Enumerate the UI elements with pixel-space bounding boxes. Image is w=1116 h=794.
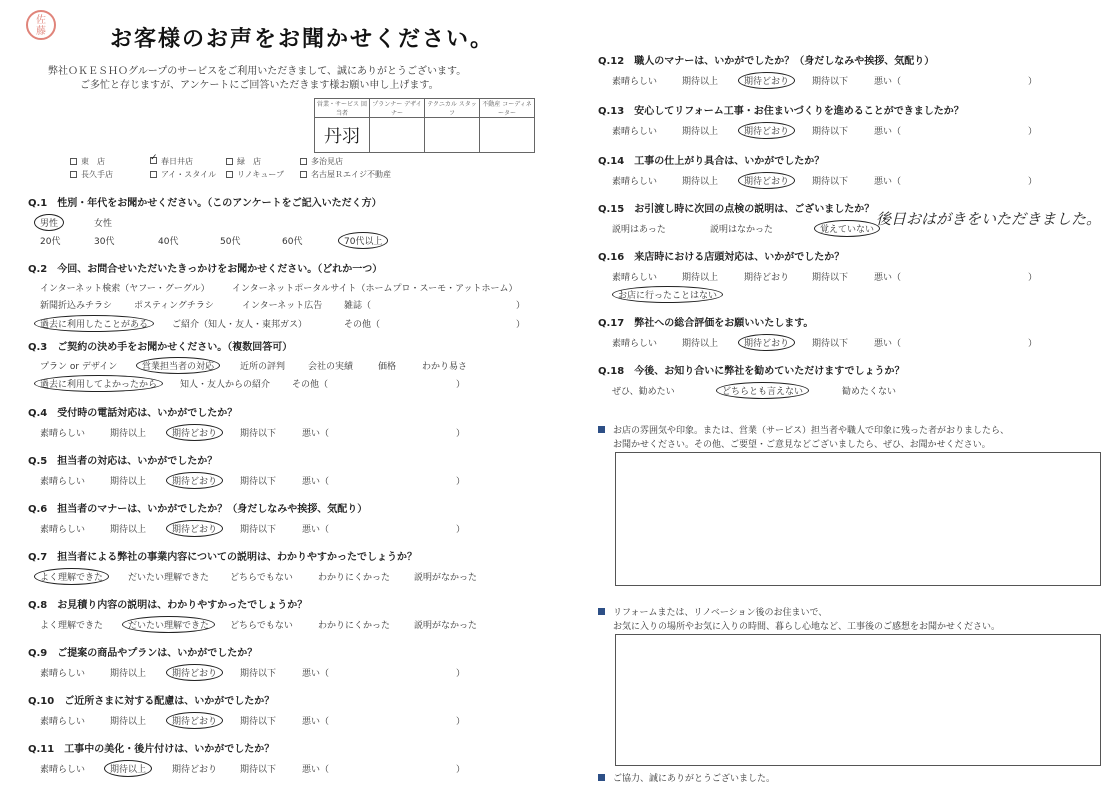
question-18 — [598, 362, 958, 398]
question-2 — [28, 260, 548, 331]
staff-header-technical: テクニカル スタッフ — [425, 99, 480, 118]
free-comment-2-box[interactable] — [615, 634, 1101, 766]
option-below-expectation[interactable]: 期待以下 — [240, 477, 277, 487]
question-title: Q.3 ご契約の決め手をお聞かせください。（複数回答可） — [28, 342, 293, 353]
paren-close: ） — [1028, 273, 1038, 283]
option-do-not-recommend[interactable]: 勧めたくない — [842, 387, 897, 397]
staff-table — [314, 98, 535, 153]
option-above-expectation[interactable]: 期待以上 — [104, 760, 152, 777]
option-other[interactable]: その他（ — [344, 320, 381, 330]
option-as-expected[interactable]: 期待どおり — [738, 122, 795, 139]
question-title: Q.14 工事の仕上がり具合は、いかがでしたか？ — [598, 156, 825, 167]
intro-line-2: ご多忙と存じますが、アンケートにご回答いただきます様お願い申し上げます。 — [80, 80, 439, 91]
checkbox-icon — [226, 158, 233, 165]
paren-close: ） — [456, 765, 466, 775]
question-15 — [598, 200, 878, 236]
question-title: Q.13 安心してリフォーム工事・お住まいづくりを進めることができましたか？ — [598, 106, 964, 117]
store-checkbox[interactable]: 長久手店 — [70, 169, 150, 180]
option-understood-well[interactable]: よく理解できた — [40, 621, 104, 631]
paren-close: ） — [456, 717, 466, 727]
checkbox-icon — [70, 171, 77, 178]
option-explained[interactable]: 説明はあった — [612, 225, 666, 235]
option-above-expectation[interactable]: 期待以上 — [682, 77, 719, 87]
square-bullet-icon — [598, 608, 605, 615]
question-title: Q.1 性別・年代をお聞かせください。（このアンケートをご記入いただく方） — [28, 198, 382, 209]
checkbox-checked-icon — [150, 157, 157, 164]
option-understood-well[interactable]: よく理解できた — [34, 568, 109, 585]
free-comment-1-box[interactable] — [615, 452, 1101, 586]
option-portal-site[interactable]: インターネットポータルサイト（ホームプロ・スーモ・アットホーム） — [232, 284, 518, 294]
question-7 — [28, 548, 508, 584]
option-bad[interactable]: 悪い（ — [302, 717, 330, 727]
square-bullet-icon — [598, 426, 605, 433]
option-above-expectation[interactable]: 期待以上 — [682, 177, 719, 187]
paren-close: ） — [456, 477, 466, 487]
checkbox-icon — [300, 158, 307, 165]
question-title: Q.16 来店時における店頭対応は、いかがでしたか？ — [598, 252, 845, 263]
question-title: Q.18 今後、お知り合いに弊社を勧めていただけますでしょうか？ — [598, 366, 905, 377]
question-9 — [28, 644, 468, 680]
store-checkbox[interactable]: 多治見店 — [300, 156, 410, 167]
staff-value-planner[interactable] — [370, 118, 425, 153]
option-below-expectation[interactable]: 期待以下 — [812, 77, 849, 87]
question-16 — [598, 248, 1038, 302]
option-above-expectation[interactable]: 期待以上 — [110, 477, 147, 487]
question-17 — [598, 314, 1038, 350]
paren-close: ） — [1028, 339, 1038, 349]
staff-value-realestate[interactable] — [480, 118, 535, 153]
option-as-expected[interactable]: 期待どおり — [166, 712, 223, 729]
option-below-expectation[interactable]: 期待以下 — [812, 127, 849, 137]
question-6 — [28, 500, 468, 536]
option-bad[interactable]: 悪い（ — [302, 477, 330, 487]
option-used-before[interactable]: 過去に利用したことがある — [34, 315, 154, 332]
option-bad[interactable]: 悪い（ — [302, 669, 330, 679]
option-excellent[interactable]: 素晴らしい — [612, 339, 658, 349]
store-checklist — [70, 156, 410, 180]
option-as-expected[interactable]: 期待どおり — [166, 472, 223, 489]
question-title: Q.9 ご提案の商品やプランは、いかがでしたか？ — [28, 648, 258, 659]
option-below-expectation[interactable]: 期待以下 — [240, 765, 277, 775]
option-hard-to-understand[interactable]: わかりにくかった — [318, 573, 391, 583]
option-bad[interactable]: 悪い（ — [874, 127, 902, 137]
staff-header-realestate: 不動産 コーディネーター — [480, 99, 535, 118]
option-bad[interactable]: 悪い（ — [874, 273, 902, 283]
question-5 — [28, 452, 468, 488]
question-8 — [28, 596, 508, 632]
checkbox-icon — [226, 171, 233, 178]
option-magazine[interactable]: 雑誌（ — [344, 301, 372, 311]
option-no-explanation[interactable]: 説明がなかった — [414, 621, 478, 631]
question-title: Q.7 担当者による弊社の事業内容についての説明は、わかりやすかったでしょうか？ — [28, 552, 418, 563]
option-as-expected[interactable]: 期待どおり — [166, 424, 223, 441]
option-not-explained[interactable]: 説明はなかった — [710, 225, 774, 235]
option-excellent[interactable]: 素晴らしい — [612, 177, 658, 187]
option-30s[interactable]: 30代 — [94, 237, 115, 247]
option-as-expected[interactable]: 期待どおり — [166, 520, 223, 537]
checkbox-icon — [70, 158, 77, 165]
option-definitely-recommend[interactable]: ぜひ、勧めたい — [612, 387, 675, 397]
option-reputation[interactable]: 近所の評判 — [240, 362, 286, 372]
question-title: Q.17 弊社への総合評価をお願いいたします。 — [598, 318, 814, 329]
option-as-expected[interactable]: 期待どおり — [738, 72, 795, 89]
option-as-expected[interactable]: 期待どおり — [738, 334, 795, 351]
option-internet-search[interactable]: インターネット検索（ヤフー・グーグル） — [40, 284, 210, 294]
option-60s[interactable]: 60代 — [282, 237, 303, 247]
option-below-expectation[interactable]: 期待以下 — [240, 669, 277, 679]
question-title: Q.11 工事中の美化・後片付けは、いかがでしたか？ — [28, 744, 275, 755]
option-above-expectation[interactable]: 期待以上 — [682, 339, 719, 349]
paren-close: ） — [1028, 127, 1038, 137]
question-12 — [598, 52, 1038, 88]
option-excellent[interactable]: 素晴らしい — [40, 477, 86, 487]
option-below-expectation[interactable]: 期待以下 — [812, 273, 849, 283]
option-bad[interactable]: 悪い（ — [302, 525, 330, 535]
question-10 — [28, 692, 468, 728]
staff-header-sales: 営業・サービス 回当者 — [315, 99, 370, 118]
option-70s[interactable]: 70代以上 — [338, 232, 388, 249]
option-internet-ad[interactable]: インターネット広告 — [242, 301, 323, 311]
store-checkbox[interactable]: 名古屋Ｒエイジ不動産 — [300, 169, 410, 180]
option-other[interactable]: その他（ — [292, 380, 329, 390]
option-as-expected[interactable]: 期待どおり — [172, 765, 218, 775]
paren-close: ） — [456, 380, 466, 390]
option-below-expectation[interactable]: 期待以下 — [240, 717, 277, 727]
option-below-expectation[interactable]: 期待以下 — [240, 525, 277, 535]
option-excellent[interactable]: 素晴らしい — [612, 273, 658, 283]
paren-close: ） — [1028, 77, 1038, 87]
question-title: Q.12 職人のマナーは、いかがでしたか？（身だしなみや挨拶、気配り） — [598, 56, 935, 67]
option-neutral[interactable]: どちらでもない — [230, 621, 293, 631]
option-20s[interactable]: 20代 — [40, 237, 61, 247]
seal-stamp: 佐 藤 — [26, 10, 56, 40]
option-as-expected[interactable]: 期待どおり — [744, 273, 790, 283]
option-track-record[interactable]: 会社の実績 — [308, 362, 354, 372]
paren-close: ） — [456, 525, 466, 535]
option-mostly-understood[interactable]: だいたい理解できた — [122, 616, 215, 633]
question-3 — [28, 338, 488, 391]
option-excellent[interactable]: 素晴らしい — [40, 525, 86, 535]
option-excellent[interactable]: 素晴らしい — [40, 717, 86, 727]
staff-header-planner: プランナー デザイナー — [370, 99, 425, 118]
option-clarity[interactable]: わかり易さ — [422, 362, 468, 372]
option-below-expectation[interactable]: 期待以下 — [240, 429, 277, 439]
option-above-expectation[interactable]: 期待以上 — [682, 273, 719, 283]
option-above-expectation[interactable]: 期待以上 — [110, 669, 147, 679]
option-bad[interactable]: 悪い（ — [874, 339, 902, 349]
option-referral[interactable]: ご紹介（知人・友人・東邦ガス） — [172, 320, 308, 330]
option-neutral[interactable]: どちらでもない — [230, 573, 293, 583]
option-hard-to-understand[interactable]: わかりにくかった — [318, 621, 391, 631]
option-excellent[interactable]: 素晴らしい — [612, 127, 658, 137]
question-title: Q.2 今回、お問合せいただいたきっかけをお聞かせください。（どれか一つ） — [28, 264, 383, 275]
option-excellent[interactable]: 素晴らしい — [612, 77, 658, 87]
free-comment-1-prompt: お店の雰囲気や印象。または、営業（サービス）担当者や職人で印象に残った者がおりましたら、 お聞かせください。その他、ご要望・ご意見などございましたら、ぜひ、お聞かせください。 — [598, 424, 1009, 452]
free-comment-2-prompt: リフォームまたは、リノベーション後のお住まいで、 お気に入りの場所やお気に入りの時間、暮らし心地など、工事後のご感想をお聞かせください。 — [598, 606, 1000, 634]
question-4 — [28, 404, 468, 440]
question-11 — [28, 740, 468, 776]
option-mostly-understood[interactable]: だいたい理解できた — [128, 573, 210, 583]
option-bad[interactable]: 悪い（ — [874, 177, 902, 187]
question-13 — [598, 102, 1038, 138]
option-price[interactable]: 価格 — [378, 362, 397, 372]
option-above-expectation[interactable]: 期待以上 — [110, 525, 147, 535]
paren-close: ） — [516, 320, 526, 330]
question-14 — [598, 152, 1038, 188]
option-no-explanation[interactable]: 説明がなかった — [414, 573, 478, 583]
intro-line-1: 弊社ＯＫＥＳＨＯグループのサービスをご利用いただきまして、誠にありがとうございます。 — [48, 66, 467, 77]
question-title: Q.8 お見積り内容の説明は、わかりやすかったでしょうか？ — [28, 600, 308, 611]
question-title: Q.6 担当者のマナーは、いかがでしたか？（身だしなみや挨拶、気配り） — [28, 504, 368, 515]
option-plan-design[interactable]: プラン or デザイン — [40, 362, 118, 372]
option-40s[interactable]: 40代 — [158, 237, 179, 247]
paren-close: ） — [516, 301, 526, 311]
store-checkbox[interactable]: 東 店 — [70, 156, 150, 167]
paren-close: ） — [456, 429, 466, 439]
checkbox-icon — [150, 171, 157, 178]
option-bad[interactable]: 悪い（ — [874, 77, 902, 87]
closing-message: ご協力、誠にありがとうございました。 — [598, 772, 775, 786]
staff-value-technical[interactable] — [425, 118, 480, 153]
option-as-expected[interactable]: 期待どおり — [738, 172, 795, 189]
option-friend-referral[interactable]: 知人・友人からの紹介 — [180, 380, 271, 390]
option-cannot-say[interactable]: どちらとも言えない — [716, 382, 809, 399]
option-newspaper-flyer[interactable]: 新聞折込みチラシ — [40, 301, 113, 311]
store-checkbox[interactable]: アイ・スタイル — [150, 169, 226, 180]
option-female[interactable]: 女性 — [94, 219, 113, 229]
handwritten-note: 後日おはがきをいただきました。 — [876, 210, 1102, 228]
paren-close: ） — [1028, 177, 1038, 187]
store-checkbox[interactable]: リノキューブ — [226, 169, 300, 180]
option-above-expectation[interactable]: 期待以上 — [110, 717, 147, 727]
option-excellent[interactable]: 素晴らしい — [40, 765, 86, 775]
square-bullet-icon — [598, 774, 605, 781]
staff-value-sales[interactable]: 丹羽 — [315, 118, 370, 153]
option-above-expectation[interactable]: 期待以上 — [110, 429, 147, 439]
checkbox-icon — [300, 171, 307, 178]
paren-close: ） — [456, 669, 466, 679]
option-excellent[interactable]: 素晴らしい — [40, 669, 86, 679]
option-male[interactable]: 男性 — [34, 214, 64, 231]
option-good-past-experience[interactable]: 過去に利用してよかったから — [34, 375, 163, 392]
option-posting-flyer[interactable]: ポスティングチラシ — [134, 301, 214, 311]
option-50s[interactable]: 50代 — [220, 237, 241, 247]
store-checkbox[interactable]: 緑 店 — [226, 156, 300, 167]
question-1 — [28, 194, 428, 248]
option-dont-remember[interactable]: 覚えていない — [814, 220, 880, 237]
question-title: Q.10 ご近所さまに対する配慮は、いかがでしたか？ — [28, 696, 275, 707]
option-sales-rep[interactable]: 営業担当者の対応 — [136, 357, 220, 374]
store-checkbox[interactable]: ✓ 春日井店 — [150, 156, 226, 167]
option-above-expectation[interactable]: 期待以上 — [682, 127, 719, 137]
option-below-expectation[interactable]: 期待以下 — [812, 339, 849, 349]
question-title: Q.4 受付時の電話対応は、いかがでしたか？ — [28, 408, 238, 419]
option-bad[interactable]: 悪い（ — [302, 765, 330, 775]
question-title: Q.15 お引渡し時に次回の点検の説明は、ございましたか？ — [598, 204, 875, 215]
question-title: Q.5 担当者の対応は、いかがでしたか？ — [28, 456, 218, 467]
option-never-visited[interactable]: お店に行ったことはない — [612, 286, 723, 303]
option-as-expected[interactable]: 期待どおり — [166, 664, 223, 681]
option-bad[interactable]: 悪い（ — [302, 429, 330, 439]
option-below-expectation[interactable]: 期待以下 — [812, 177, 849, 187]
option-excellent[interactable]: 素晴らしい — [40, 429, 86, 439]
page-title: お客様のお声をお聞かせください。 — [110, 27, 495, 52]
